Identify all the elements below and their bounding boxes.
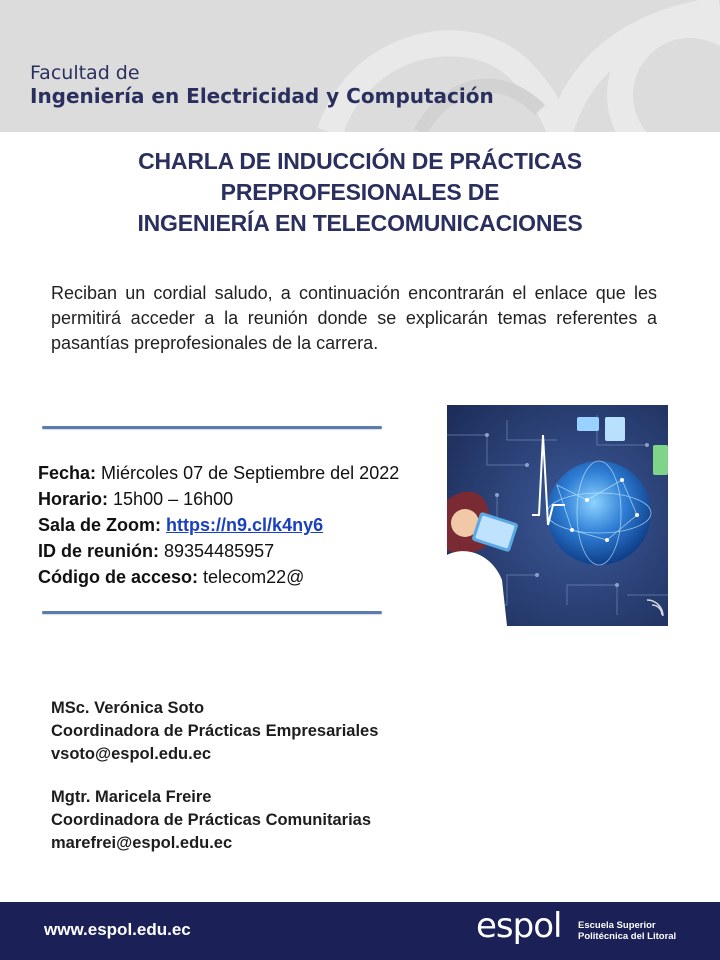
- contact-name: MSc. Verónica Soto: [51, 699, 205, 717]
- fecha-value: Miércoles 07 de Septiembre del 2022: [101, 463, 400, 483]
- fecha-row: [38, 460, 448, 486]
- intro-paragraph: Reciban un cordial saludo, a continuación encontrarán el enlace que les permitirá acceder a la reunión donde se explicarán temas referentes a pasantías preprofesionales de la carrera.: [51, 283, 657, 353]
- meeting-details: [38, 460, 448, 590]
- access-code-value: telecom22@: [203, 567, 305, 587]
- header-banner: [0, 0, 720, 132]
- contact-email[interactable]: marefrei@espol.edu.ec: [51, 834, 233, 852]
- zoom-link[interactable]: https://n9.cl/k4ny6: [166, 515, 324, 535]
- horario-value: 15h00 – 16h00: [113, 489, 234, 509]
- meeting-id-value: 89354485957: [164, 541, 275, 561]
- zoom-row: [38, 512, 448, 538]
- faculty-line2: Ingeniería en Electricidad y Computación: [30, 84, 494, 108]
- divider-bottom: [42, 611, 382, 614]
- contact-block: [51, 786, 471, 855]
- footer-url[interactable]: www.espol.edu.ec: [44, 920, 191, 939]
- fecha-label: Fecha:: [38, 463, 97, 483]
- contacts-section: [51, 697, 471, 855]
- contact-block: [51, 697, 471, 766]
- access-code-row: [38, 564, 448, 590]
- espol-logo-word: espol: [476, 906, 562, 946]
- meeting-id-label: ID de reunión:: [38, 541, 159, 561]
- telecom-illustration: [447, 405, 668, 626]
- contact-name: Mgtr. Maricela Freire: [51, 788, 212, 806]
- zoom-label: Sala de Zoom:: [38, 515, 162, 535]
- logo-sub-line1: Escuela Superior: [578, 920, 656, 931]
- meeting-id-row: [38, 538, 448, 564]
- faculty-logo-text: [30, 62, 494, 108]
- logo-sub-line2: Politécnica del Litoral: [578, 931, 677, 942]
- access-code-label: Código de acceso:: [38, 567, 199, 587]
- horario-label: Horario:: [38, 489, 109, 509]
- title-line1: CHARLA DE INDUCCIÓN DE PRÁCTICAS: [138, 148, 582, 174]
- horario-row: [38, 486, 448, 512]
- espol-logo-subtitle: [578, 920, 676, 942]
- page-title: [40, 146, 680, 239]
- footer-bar: [0, 902, 720, 960]
- title-line2: PREPROFESIONALES DE: [220, 179, 500, 205]
- faculty-line1: Facultad de: [30, 62, 140, 84]
- title-line3: INGENIERÍA EN TELECOMUNICACIONES: [137, 210, 583, 236]
- contact-email[interactable]: vsoto@espol.edu.ec: [51, 745, 212, 763]
- divider-top: [42, 426, 382, 429]
- contact-role: Coordinadora de Prácticas Comunitarias: [51, 811, 372, 829]
- contact-role: Coordinadora de Prácticas Empresariales: [51, 722, 379, 740]
